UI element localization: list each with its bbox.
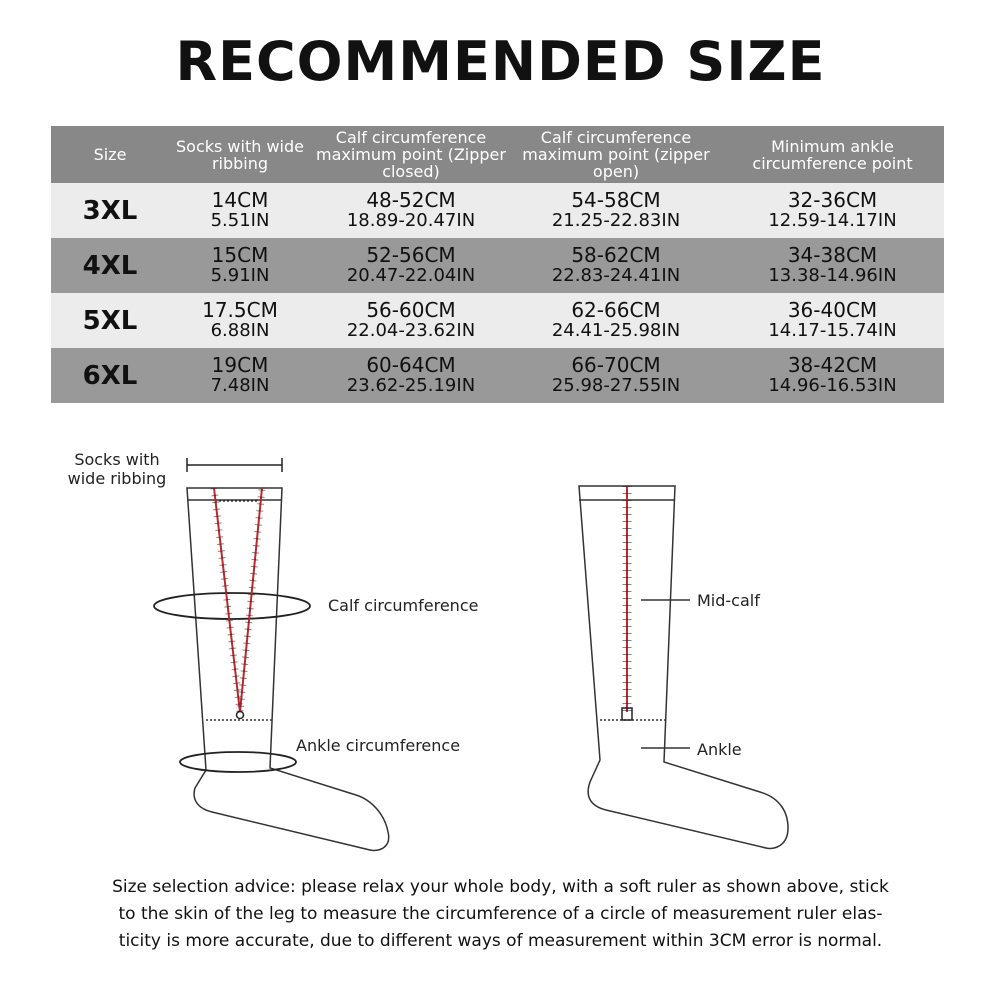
- size-table: [51, 126, 944, 403]
- calf-closed-cell: [311, 183, 511, 238]
- calf-closed-cell: [311, 238, 511, 293]
- calf-open-cell: [511, 238, 721, 293]
- left-sock-outline: [187, 488, 389, 850]
- cm-value: 38-42CM: [787, 353, 878, 377]
- calf-circumference-label: Calf circumference: [328, 596, 479, 615]
- table-row: [51, 293, 944, 348]
- header-size: Size: [51, 126, 169, 183]
- advice-line: ticity is more accurate, due to different ways of measurement within 3CM error is normal.: [118, 931, 883, 951]
- page-title: RECOMMENDED SIZE: [175, 30, 826, 93]
- zipper-pull-icon: [237, 712, 244, 719]
- advice-line: to the skin of the leg to measure the circumference of a circle of measurement ruler elas-: [118, 904, 883, 924]
- ankle-circumference-label: Ankle circumference: [296, 736, 461, 755]
- cm-value: 36-40CM: [787, 298, 878, 322]
- cm-value: 60-64CM: [366, 353, 456, 377]
- header-ankle: Minimum ankle circumference point: [721, 126, 944, 183]
- right-zipper: [622, 486, 632, 720]
- in-value: 18.89-20.47IN: [346, 210, 476, 231]
- table-row: [51, 183, 944, 238]
- table-row: [51, 238, 944, 293]
- left-zipper: [214, 488, 262, 719]
- header-calf-closed: Calf circumference maximum point (Zipper closed): [311, 126, 511, 183]
- measurement-diagram: [0, 440, 1001, 860]
- in-value: 6.88IN: [210, 320, 270, 341]
- calf-open-cell: [511, 293, 721, 348]
- cm-value: 32-36CM: [787, 188, 878, 212]
- in-value: 21.25-22.83IN: [551, 210, 681, 231]
- ankle-cell: [721, 183, 944, 238]
- cm-value: 52-56CM: [366, 243, 456, 267]
- calf-open-cell: [511, 348, 721, 403]
- ankle-cell: [721, 238, 944, 293]
- cm-value: 62-66CM: [571, 298, 661, 322]
- calf-open-cell: [511, 183, 721, 238]
- cm-value: 54-58CM: [571, 188, 661, 212]
- in-value: 20.47-22.04IN: [346, 265, 476, 286]
- in-value: 5.51IN: [210, 210, 270, 231]
- ribbing-cell: [169, 238, 311, 293]
- in-value: 22.04-23.62IN: [346, 320, 476, 341]
- ribbing-cell: [169, 293, 311, 348]
- cm-value: 66-70CM: [571, 353, 661, 377]
- in-value: 23.62-25.19IN: [346, 375, 476, 396]
- in-value: 22.83-24.41IN: [551, 265, 681, 286]
- in-value: 14.17-15.74IN: [768, 320, 897, 341]
- ankle-cell: [721, 293, 944, 348]
- left-ankle-circle-icon: [180, 752, 296, 772]
- size-advice-text: [40, 874, 961, 955]
- calf-closed-cell: [311, 293, 511, 348]
- in-value: 14.96-16.53IN: [768, 375, 897, 396]
- cm-value: 56-60CM: [366, 298, 456, 322]
- size-cell: 5XL: [51, 293, 169, 348]
- cm-value: 58-62CM: [571, 243, 661, 267]
- in-value: 13.38-14.96IN: [768, 265, 897, 286]
- header-ribbing: Socks with wide ribbing: [169, 126, 311, 183]
- ankle-label: Ankle: [697, 740, 742, 759]
- cm-value: 34-38CM: [787, 243, 878, 267]
- cm-value: 14CM: [211, 188, 269, 212]
- cm-value: 48-52CM: [366, 188, 456, 212]
- cm-value: 17.5CM: [202, 298, 278, 322]
- size-cell: 4XL: [51, 238, 169, 293]
- table-row: [51, 348, 944, 403]
- ribbing-cell: [169, 183, 311, 238]
- ribbing-label: Socks with: [74, 450, 160, 469]
- in-value: 5.91IN: [210, 265, 270, 286]
- header-calf-open: Calf circumference maximum point (zipper open): [511, 126, 721, 183]
- size-cell: 6XL: [51, 348, 169, 403]
- in-value: 24.41-25.98IN: [551, 320, 681, 341]
- in-value: 7.48IN: [210, 375, 270, 396]
- ribbing-label: wide ribbing: [67, 469, 167, 488]
- cm-value: 19CM: [211, 353, 269, 377]
- midcalf-label: Mid-calf: [697, 591, 760, 610]
- left-sock-illustration: [154, 458, 389, 850]
- size-cell: 3XL: [51, 183, 169, 238]
- cm-value: 15CM: [211, 243, 269, 267]
- ankle-cell: [721, 348, 944, 403]
- right-sock-outline: [579, 486, 788, 848]
- left-calf-circle-icon: [154, 593, 310, 619]
- table-header-row: [51, 126, 944, 183]
- calf-closed-cell: [311, 348, 511, 403]
- in-value: 25.98-27.55IN: [551, 375, 681, 396]
- right-sock-illustration: [579, 486, 788, 848]
- in-value: 12.59-14.17IN: [768, 210, 897, 231]
- ribbing-cell: [169, 348, 311, 403]
- advice-line: Size selection advice: please relax your whole body, with a soft ruler as shown above, stick: [112, 877, 889, 897]
